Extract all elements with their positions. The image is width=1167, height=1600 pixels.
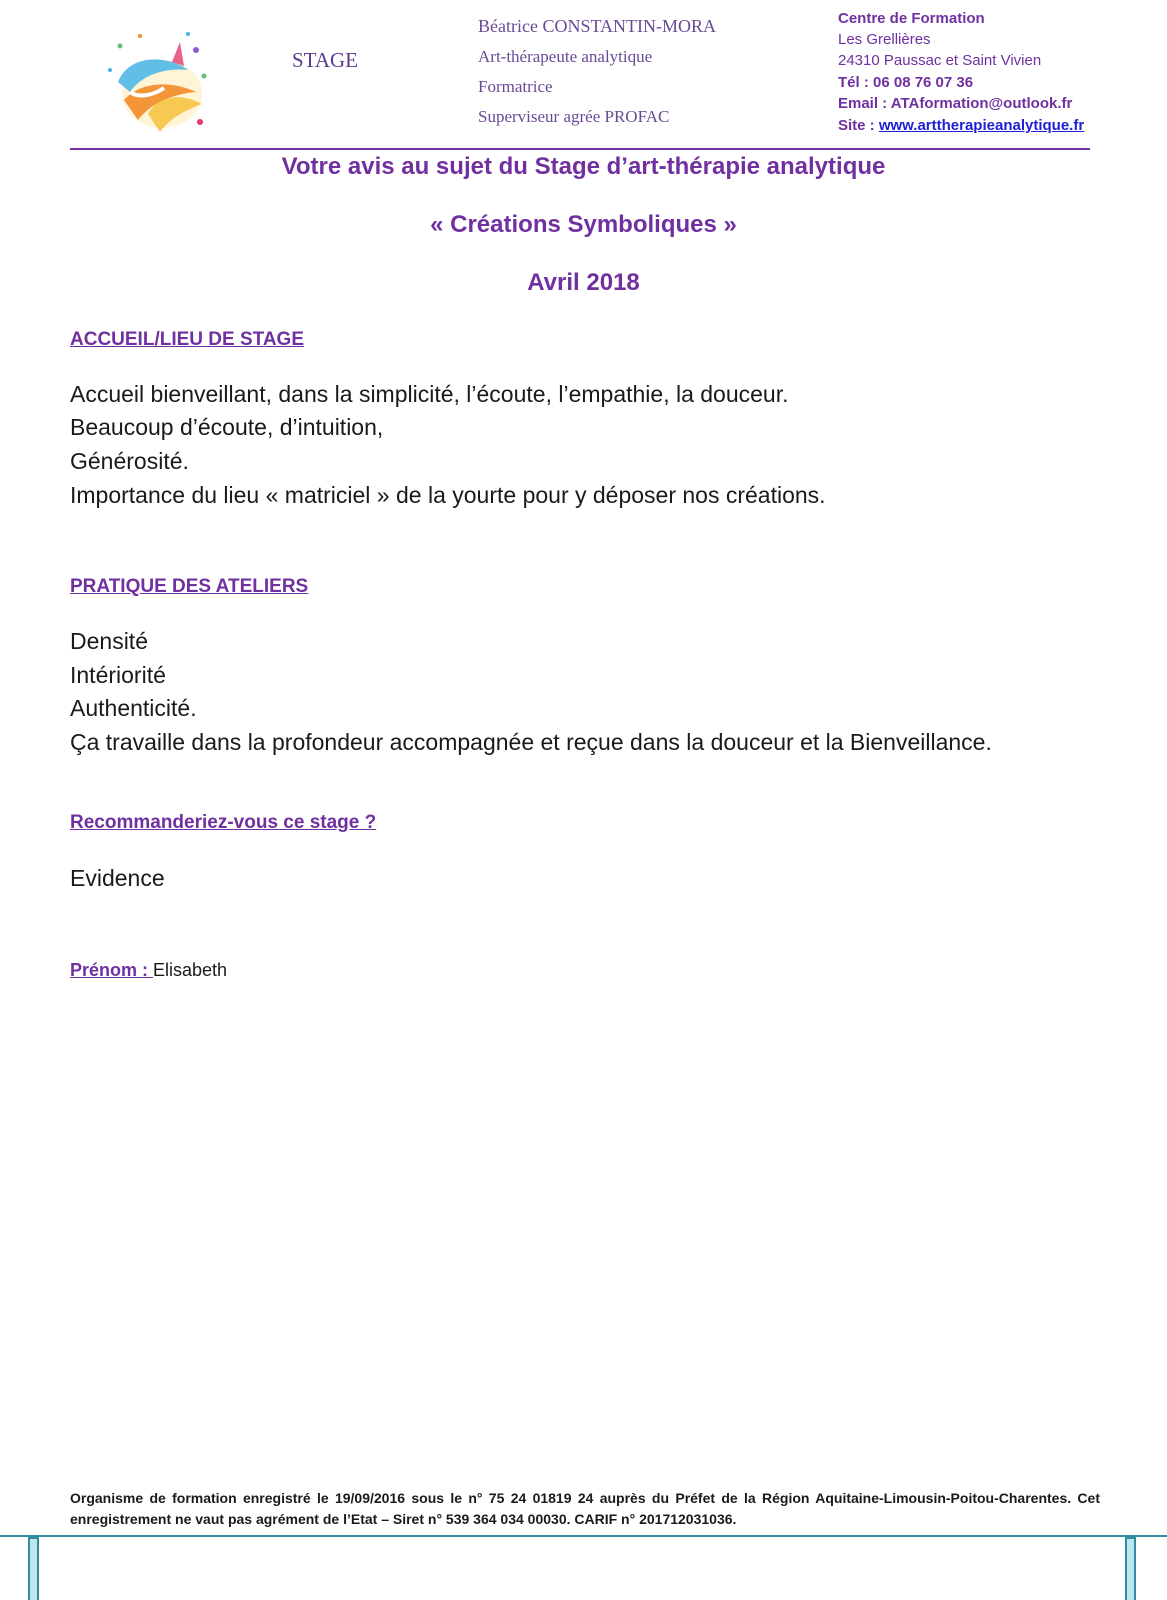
header-divider bbox=[70, 148, 1090, 150]
page-title: Votre avis au sujet du Stage d’art-thérapie analytique bbox=[281, 153, 886, 180]
section-line: Accueil bienveillant, dans la simplicité, l’écoute, l’empathie, la douceur. bbox=[70, 381, 789, 407]
page-date: Avril 2018 bbox=[527, 269, 640, 296]
footer-legal-text: Organisme de formation enregistré le 19/09/2016 sous le n° 75 24 01819 24 auprès du Préfet de la Région Aquitaine-Limousin-Poitou-Charentes. Cet enregistrement ne vaut pas agrément de l’Etat – Siret n° 539 364 034 00030. CARIF n° 201712031036. bbox=[70, 1490, 1100, 1527]
page-subtitle: « Créations Symboliques » bbox=[430, 211, 737, 238]
section-line: Importance du lieu « matriciel » de la yourte pour y déposer nos créations. bbox=[70, 482, 826, 508]
section-line: Générosité. bbox=[70, 448, 189, 474]
prenom-value: Elisabeth bbox=[153, 960, 228, 980]
section-line: Densité bbox=[70, 628, 148, 654]
section-heading-recommandation: Recommanderiez-vous ce stage ? bbox=[70, 812, 377, 833]
brand-logo bbox=[100, 22, 220, 140]
trainer-name: Béatrice CONSTANTIN-MORA bbox=[478, 16, 717, 36]
contact-email: Email : ATAformation@outlook.fr bbox=[838, 95, 1073, 112]
contact-phone: Tél : 06 08 76 07 36 bbox=[838, 74, 974, 91]
trainer-title-1: Art-thérapeute analytique bbox=[478, 47, 653, 66]
section-heading-accueil: ACCUEIL/LIEU DE STAGE bbox=[70, 329, 304, 350]
contact-address-1: Les Grellières bbox=[838, 31, 931, 48]
section-line: Intériorité bbox=[70, 662, 166, 688]
footer-right-tab bbox=[1125, 1537, 1136, 1600]
trainer-title-2: Formatrice bbox=[478, 77, 553, 96]
prenom-row bbox=[70, 960, 227, 981]
site-link[interactable]: www.arttherapieanalytique.fr bbox=[878, 117, 1085, 134]
stage-label: STAGE bbox=[292, 48, 358, 72]
contact-center-name: Centre de Formation bbox=[838, 10, 985, 27]
section-line: Beaucoup d’écoute, d’intuition, bbox=[70, 414, 384, 440]
prenom-label: Prénom : bbox=[70, 960, 154, 980]
section-line: Authenticité. bbox=[70, 695, 197, 721]
section-line: Ça travaille dans la profondeur accompagnée et reçue dans la douceur et la Bienveillance. bbox=[70, 729, 992, 755]
footer-left-tab bbox=[28, 1537, 39, 1600]
contact-address-2: 24310 Paussac et Saint Vivien bbox=[838, 52, 1042, 69]
contact-site-label: Site : bbox=[838, 117, 879, 134]
section-heading-ateliers: PRATIQUE DES ATELIERS bbox=[70, 576, 309, 597]
contact-site bbox=[838, 117, 1084, 134]
footer-divider bbox=[0, 1535, 1167, 1537]
trainer-title-3: Superviseur agrée PROFAC bbox=[478, 107, 670, 126]
section-line: Evidence bbox=[70, 865, 165, 891]
